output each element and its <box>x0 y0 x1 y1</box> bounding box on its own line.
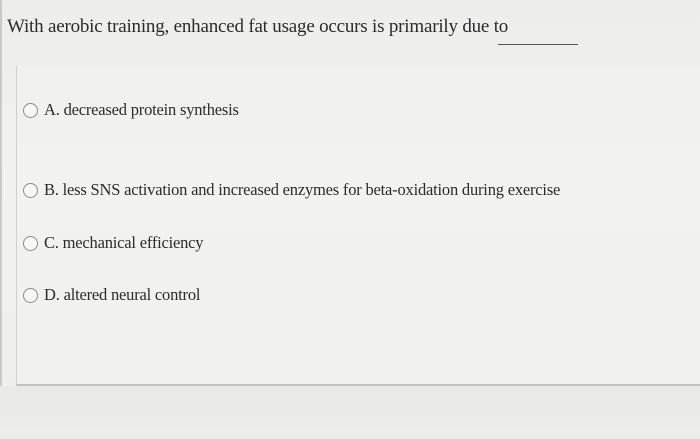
option-c-label: C. mechanical efficiency <box>44 233 204 252</box>
page-footer-area <box>0 386 700 439</box>
question-text: With aerobic training, enhanced fat usage occurs is primarily due to <box>7 16 509 37</box>
option-b[interactable] <box>23 180 560 200</box>
radio-button-icon[interactable] <box>23 288 38 303</box>
option-d-label: D. altered neural control <box>44 285 201 304</box>
radio-button-icon[interactable] <box>23 183 38 198</box>
option-a-label: A. decreased protein synthesis <box>44 100 239 119</box>
option-d[interactable] <box>23 285 200 305</box>
fill-in-blank-line <box>498 44 578 45</box>
radio-button-icon[interactable] <box>23 103 38 118</box>
radio-button-icon[interactable] <box>23 236 38 251</box>
option-c[interactable] <box>23 233 203 253</box>
option-a[interactable] <box>23 100 239 120</box>
option-b-label: B. less SNS activation and increased enzymes for beta-oxidation during exercise <box>44 180 561 199</box>
page-left-edge <box>0 0 2 439</box>
